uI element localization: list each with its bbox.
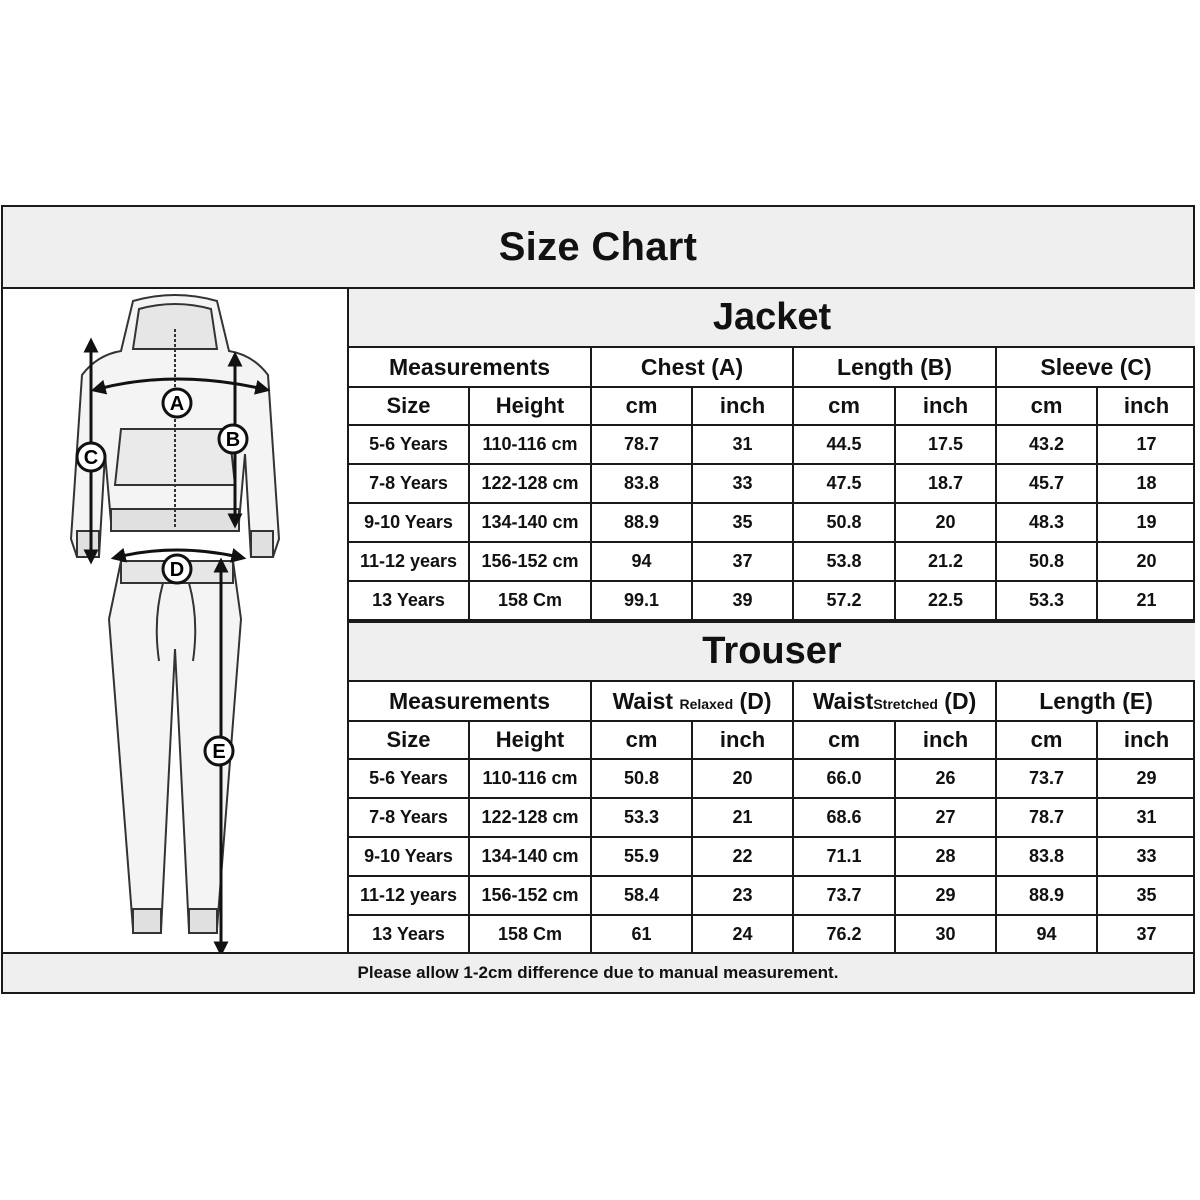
- table-row: [349, 503, 1195, 542]
- cell: 73.7: [793, 876, 895, 915]
- col-waist-stretched-cm: cm: [793, 721, 895, 759]
- measurements-header: Measurements: [349, 682, 591, 721]
- cell: 27: [895, 798, 996, 837]
- cell: 9-10 Years: [349, 837, 469, 876]
- cell: 78.7: [591, 425, 692, 464]
- cell: 30: [895, 915, 996, 954]
- cell: 110-116 cm: [469, 425, 591, 464]
- cell: 50.8: [591, 759, 692, 798]
- col-chest-cm: cm: [591, 387, 692, 425]
- cell: 7-8 Years: [349, 798, 469, 837]
- cell: 83.8: [996, 837, 1097, 876]
- jacket-title: Jacket: [349, 289, 1195, 348]
- cell: 122-128 cm: [469, 798, 591, 837]
- cell: 134-140 cm: [469, 837, 591, 876]
- cell: 28: [895, 837, 996, 876]
- table-row: [349, 542, 1195, 581]
- cell: 21.2: [895, 542, 996, 581]
- sleeve-header: Sleeve (C): [996, 348, 1195, 387]
- garment-illustration: [3, 289, 349, 957]
- cell: 24: [692, 915, 793, 954]
- marker-d: [163, 555, 191, 583]
- waist-relaxed-qualifier: Relaxed: [679, 695, 734, 712]
- cell: 158 Cm: [469, 915, 591, 954]
- cell: 13 Years: [349, 915, 469, 954]
- waist-stretched-qualifier: Stretched: [873, 695, 938, 712]
- cell: 17: [1097, 425, 1195, 464]
- waist-relaxed-main: Waist: [612, 687, 674, 714]
- cell: 158 Cm: [469, 581, 591, 620]
- marker-a: [163, 389, 191, 417]
- cell: 134-140 cm: [469, 503, 591, 542]
- cell: 156-152 cm: [469, 542, 591, 581]
- footer-note: Please allow 1-2cm difference due to manual measurement.: [3, 952, 1193, 992]
- cell: 39: [692, 581, 793, 620]
- cell: 57.2: [793, 581, 895, 620]
- trouser-title: Trouser: [349, 623, 1195, 682]
- cell: 71.1: [793, 837, 895, 876]
- jacket-subheader-row: [349, 387, 1195, 425]
- cell: 45.7: [996, 464, 1097, 503]
- cell: 37: [692, 542, 793, 581]
- size-chart-frame: [1, 205, 1195, 994]
- cell: 94: [591, 542, 692, 581]
- cell: 23: [692, 876, 793, 915]
- cell: 29: [1097, 759, 1195, 798]
- cell: 53.8: [793, 542, 895, 581]
- marker-b-label: B: [225, 429, 241, 451]
- table-row: [349, 798, 1195, 837]
- cell: 47.5: [793, 464, 895, 503]
- cell: 20: [1097, 542, 1195, 581]
- cell: 18.7: [895, 464, 996, 503]
- marker-a-label: A: [169, 393, 185, 415]
- measurements-header: Measurements: [349, 348, 591, 387]
- cell: 29: [895, 876, 996, 915]
- cell: 83.8: [591, 464, 692, 503]
- cell: 22.5: [895, 581, 996, 620]
- cell: 78.7: [996, 798, 1097, 837]
- jacket-outline: [71, 295, 279, 557]
- cell: 19: [1097, 503, 1195, 542]
- cell: 21: [1097, 581, 1195, 620]
- marker-d-label: D: [169, 559, 185, 581]
- col-height: Height: [469, 721, 591, 759]
- cell: 33: [692, 464, 793, 503]
- col-waist-relaxed-cm: cm: [591, 721, 692, 759]
- col-length-inch: inch: [895, 387, 996, 425]
- cell: 31: [1097, 798, 1195, 837]
- cell: 7-8 Years: [349, 464, 469, 503]
- waist-stretched-main: Waist: [812, 687, 874, 714]
- cell: 76.2: [793, 915, 895, 954]
- tracksuit-drawing: [3, 289, 347, 957]
- cell: 73.7: [996, 759, 1097, 798]
- table-row: [349, 876, 1195, 915]
- waist-stretched-tag: (D): [944, 687, 977, 714]
- cell: 5-6 Years: [349, 425, 469, 464]
- cell: 17.5: [895, 425, 996, 464]
- cell: 5-6 Years: [349, 759, 469, 798]
- cell: 110-116 cm: [469, 759, 591, 798]
- cell: 53.3: [591, 798, 692, 837]
- cell: 37: [1097, 915, 1195, 954]
- marker-e-label: E: [212, 741, 226, 763]
- cell: 43.2: [996, 425, 1097, 464]
- cell: 53.3: [996, 581, 1097, 620]
- col-length-cm: cm: [793, 387, 895, 425]
- cell: 44.5: [793, 425, 895, 464]
- marker-b: [219, 425, 247, 453]
- waist-relaxed-tag: (D): [739, 687, 772, 714]
- waist-stretched-header: [793, 682, 996, 721]
- col-size: Size: [349, 387, 469, 425]
- cell: 61: [591, 915, 692, 954]
- cell: 66.0: [793, 759, 895, 798]
- table-row: [349, 464, 1195, 503]
- cell: 68.6: [793, 798, 895, 837]
- marker-c-label: C: [83, 447, 99, 469]
- cell: 58.4: [591, 876, 692, 915]
- cell: 11-12 years: [349, 542, 469, 581]
- trouser-subheader-row: [349, 721, 1195, 759]
- col-sleeve-cm: cm: [996, 387, 1097, 425]
- cell: 88.9: [591, 503, 692, 542]
- table-row: [349, 759, 1195, 798]
- cell: 99.1: [591, 581, 692, 620]
- chest-header: Chest (A): [591, 348, 793, 387]
- marker-c: [77, 443, 105, 471]
- col-chest-inch: inch: [692, 387, 793, 425]
- cell: 20: [692, 759, 793, 798]
- table-row: [349, 581, 1195, 620]
- col-height: Height: [469, 387, 591, 425]
- col-waist-relaxed-inch: inch: [692, 721, 793, 759]
- cell: 13 Years: [349, 581, 469, 620]
- cell: 21: [692, 798, 793, 837]
- cell: 88.9: [996, 876, 1097, 915]
- cell: 18: [1097, 464, 1195, 503]
- waist-relaxed-header: [591, 682, 793, 721]
- length-header: Length (B): [793, 348, 996, 387]
- trouser-table: [349, 682, 1195, 955]
- cell: 31: [692, 425, 793, 464]
- col-size: Size: [349, 721, 469, 759]
- page-title: Size Chart: [3, 207, 1193, 289]
- cell: 22: [692, 837, 793, 876]
- marker-e: [205, 737, 233, 765]
- cell: 20: [895, 503, 996, 542]
- cell: 156-152 cm: [469, 876, 591, 915]
- length-header: Length (E): [996, 682, 1195, 721]
- cell: 55.9: [591, 837, 692, 876]
- size-tables: [349, 289, 1195, 955]
- cell: 33: [1097, 837, 1195, 876]
- cell: 50.8: [996, 542, 1097, 581]
- trouser-header-row: [349, 682, 1195, 721]
- cell: 26: [895, 759, 996, 798]
- table-row: [349, 425, 1195, 464]
- cell: 9-10 Years: [349, 503, 469, 542]
- cell: 50.8: [793, 503, 895, 542]
- cell: 35: [692, 503, 793, 542]
- cell: 11-12 years: [349, 876, 469, 915]
- cell: 94: [996, 915, 1097, 954]
- col-length-inch: inch: [1097, 721, 1195, 759]
- jacket-table: [349, 348, 1195, 621]
- col-length-cm: cm: [996, 721, 1097, 759]
- col-sleeve-inch: inch: [1097, 387, 1195, 425]
- cell: 35: [1097, 876, 1195, 915]
- table-row: [349, 915, 1195, 954]
- cell: 48.3: [996, 503, 1097, 542]
- col-waist-stretched-inch: inch: [895, 721, 996, 759]
- jacket-header-row: [349, 348, 1195, 387]
- table-row: [349, 837, 1195, 876]
- cell: 122-128 cm: [469, 464, 591, 503]
